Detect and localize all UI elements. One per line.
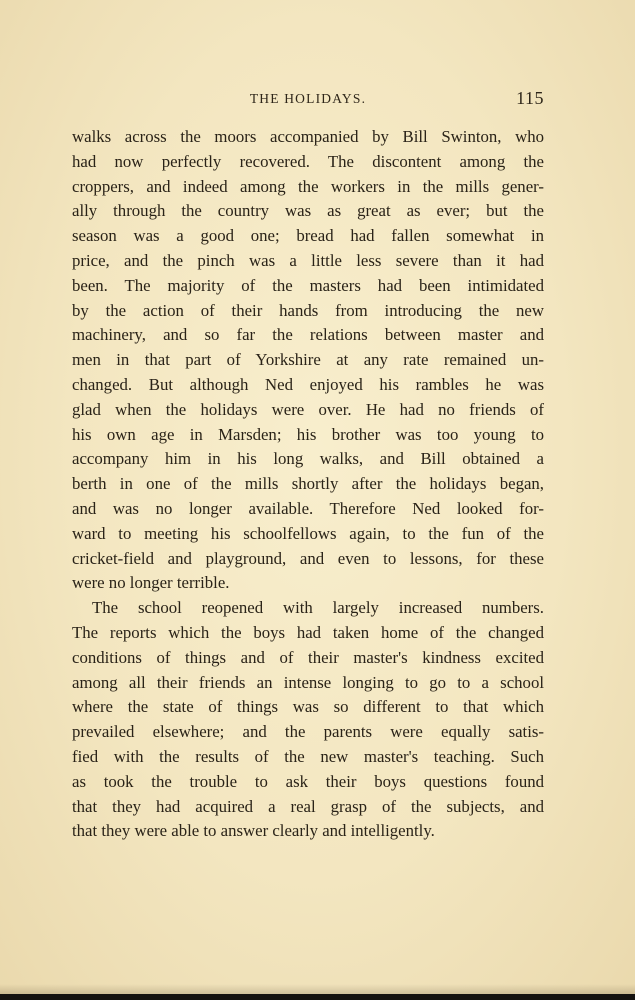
- page-bottom-edge: [0, 994, 635, 1000]
- text-line: that they had acquired a real grasp of the subjects, and: [72, 796, 544, 816]
- text-line: by the action of their hands from introducing the new: [72, 300, 544, 320]
- text-line: prevailed elsewhere; and the parents were equally satis-: [72, 722, 544, 742]
- text-line: berth in one of the mills shortly after the holidays began,: [72, 474, 544, 494]
- text-line: been. The majority of the masters had been intimidated: [72, 275, 544, 295]
- text-line: The school reopened with largely increased numbers.: [92, 598, 544, 618]
- text-line: price, and the pinch was a little less severe than it had: [72, 250, 544, 270]
- text-line: had now perfectly recovered. The discontent among the: [72, 151, 544, 171]
- text-line: ally through the country was as great as ever; but the: [72, 201, 544, 221]
- text-line: accompany him in his long walks, and Bill obtained a: [72, 449, 544, 469]
- page-bottom-shadow: [0, 984, 635, 994]
- text-line: his own age in Marsden; his brother was too young to: [72, 424, 544, 444]
- text-line: walks across the moors accompanied by Bill Swinton, who: [72, 127, 544, 146]
- text-line: glad when the holidays were over. He had no friends of: [72, 399, 544, 419]
- text-line: cricket-field and playground, and even to lessons, for these: [72, 548, 544, 568]
- text-line: season was a good one; bread had fallen somewhat in: [72, 226, 544, 246]
- text-line: The reports which the boys had taken home of the changed: [72, 622, 544, 642]
- body-text: [72, 125, 544, 844]
- text-line: machinery, and so far the relations between master and: [72, 325, 544, 345]
- text-line: among all their friends an intense longing to go to a school: [72, 672, 544, 692]
- text-line: fied with the results of the new master's teaching. Such: [72, 746, 544, 766]
- text-line: conditions of things and of their master's kindness excited: [72, 647, 544, 667]
- text-line: men in that part of Yorkshire at any rate remained un-: [72, 350, 544, 370]
- text-line: as took the trouble to ask their boys questions found: [72, 771, 544, 791]
- text-line: were no longer terrible.: [72, 573, 230, 593]
- text-line: croppers, and indeed among the workers in the mills gener-: [72, 176, 544, 196]
- text-line: ward to meeting his schoolfellows again, to the fun of the: [72, 523, 544, 543]
- text-line: and was no longer available. Therefore Ned looked for-: [72, 498, 544, 518]
- text-line: that they were able to answer clearly and intelligently.: [72, 821, 435, 841]
- running-header: [72, 88, 544, 112]
- text-line: where the state of things was so different to that which: [72, 697, 544, 717]
- page-number: 115: [516, 88, 544, 108]
- text-line: changed. But although Ned enjoyed his rambles he was: [72, 374, 544, 394]
- running-title: THE HOLIDAYS.: [249, 91, 367, 106]
